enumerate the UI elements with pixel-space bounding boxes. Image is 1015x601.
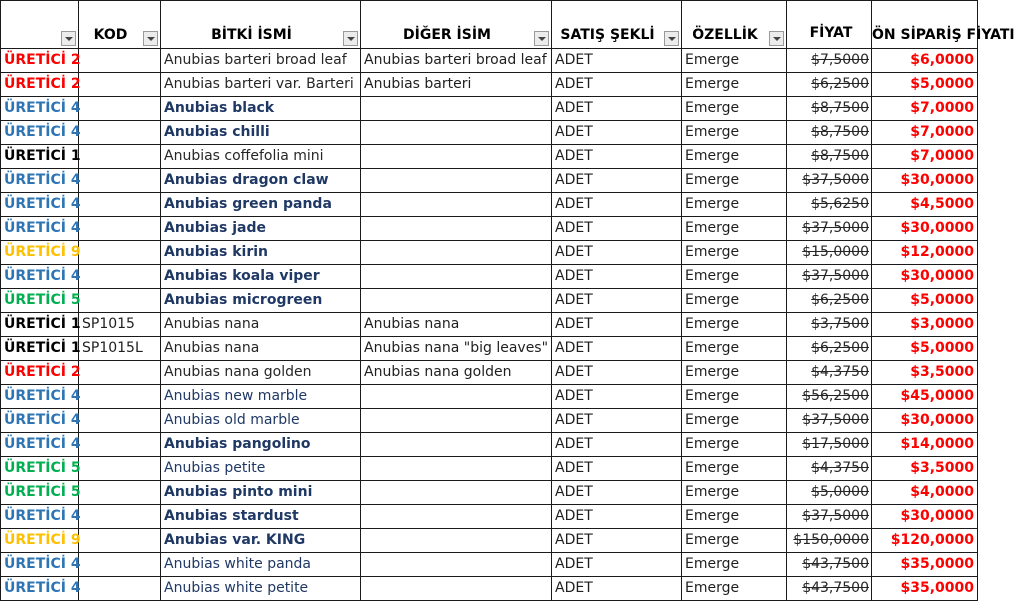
other-name-cell[interactable]: Anubias nana golden [361,361,552,385]
sale-type-cell[interactable]: ADET [552,121,682,145]
producer-cell[interactable]: ÜRETİCİ 2 [1,49,79,73]
sale-type-cell[interactable]: ADET [552,457,682,481]
feature-cell[interactable]: Emerge [682,529,787,553]
code-cell[interactable] [79,505,161,529]
table-row [1,193,978,217]
table-row [1,505,978,529]
other-name-cell[interactable]: Anubias nana "big leaves" [361,337,552,361]
preorder-price-cell[interactable]: $35,0000 [872,577,978,601]
producer-cell[interactable]: ÜRETİCİ 2 [1,361,79,385]
sale-type-cell[interactable]: ADET [552,265,682,289]
preorder-price-cell[interactable]: $3,5000 [872,361,978,385]
code-cell[interactable] [79,577,161,601]
feature-cell[interactable]: Emerge [682,49,787,73]
feature-cell[interactable]: Emerge [682,241,787,265]
plant-name-cell[interactable]: Anubias stardust [161,505,361,529]
preorder-price-cell[interactable]: $120,0000 [872,529,978,553]
producer-cell[interactable]: ÜRETİCİ 4 [1,433,79,457]
sale-type-cell[interactable]: ADET [552,241,682,265]
preorder-price-cell[interactable]: $45,0000 [872,385,978,409]
table-body [1,49,978,601]
feature-cell[interactable]: Emerge [682,505,787,529]
producer-cell[interactable]: ÜRETİCİ 1 [1,145,79,169]
filter-dropdown-icon[interactable] [343,31,358,46]
table-row [1,49,978,73]
feature-cell[interactable]: Emerge [682,265,787,289]
plant-name-cell[interactable]: Anubias dragon claw [161,169,361,193]
price-cell[interactable]: $150,0000 [787,529,872,553]
plant-name-cell[interactable]: Anubias chilli [161,121,361,145]
header-preorder-price-label: ÖN SİPARİŞ FİYATI [872,27,1015,43]
code-cell[interactable]: SP1015L [79,337,161,361]
table-row [1,433,978,457]
producer-cell[interactable]: ÜRETİCİ 4 [1,409,79,433]
code-cell[interactable] [79,481,161,505]
other-name-cell[interactable] [361,481,552,505]
sale-type-cell[interactable]: ADET [552,145,682,169]
plant-name-cell[interactable]: Anubias new marble [161,385,361,409]
sale-type-cell[interactable]: ADET [552,361,682,385]
table-row [1,313,978,337]
plant-name-cell[interactable]: Anubias black [161,97,361,121]
preorder-price-cell[interactable]: $12,0000 [872,241,978,265]
price-cell[interactable]: $8,7500 [787,121,872,145]
price-cell[interactable]: $4,3750 [787,361,872,385]
table-row [1,217,978,241]
price-cell[interactable]: $6,2500 [787,73,872,97]
feature-cell[interactable]: Emerge [682,217,787,241]
sale-type-cell[interactable]: ADET [552,577,682,601]
producer-cell[interactable]: ÜRETİCİ 4 [1,217,79,241]
header-price-label: FİYAT [809,25,853,41]
header-sale-type-label: SATIŞ ŞEKLİ [560,27,655,43]
preorder-price-cell[interactable]: $30,0000 [872,217,978,241]
preorder-price-cell[interactable]: $7,0000 [872,145,978,169]
code-cell[interactable] [79,217,161,241]
sale-type-cell[interactable]: ADET [552,97,682,121]
sale-type-cell[interactable]: ADET [552,289,682,313]
sale-type-cell[interactable]: ADET [552,409,682,433]
producer-cell[interactable]: ÜRETİCİ 4 [1,265,79,289]
feature-cell[interactable]: Emerge [682,337,787,361]
producer-cell[interactable]: ÜRETİCİ 4 [1,577,79,601]
feature-cell[interactable]: Emerge [682,73,787,97]
plant-name-cell[interactable]: Anubias green panda [161,193,361,217]
plant-name-cell[interactable]: Anubias petite [161,457,361,481]
code-cell[interactable] [79,49,161,73]
producer-cell[interactable]: ÜRETİCİ 9 [1,529,79,553]
preorder-price-cell[interactable]: $30,0000 [872,169,978,193]
filter-dropdown-icon[interactable] [61,31,76,46]
price-cell[interactable]: $8,7500 [787,145,872,169]
sale-type-cell[interactable]: ADET [552,385,682,409]
plant-name-cell[interactable]: Anubias koala viper [161,265,361,289]
price-cell[interactable]: $37,5000 [787,505,872,529]
table-row [1,241,978,265]
feature-cell[interactable]: Emerge [682,409,787,433]
other-name-cell[interactable] [361,457,552,481]
feature-cell[interactable]: Emerge [682,385,787,409]
table-row [1,169,978,193]
producer-cell[interactable]: ÜRETİCİ 4 [1,193,79,217]
preorder-price-cell[interactable]: $3,5000 [872,457,978,481]
filter-dropdown-icon[interactable] [143,31,158,46]
feature-cell[interactable]: Emerge [682,577,787,601]
price-cell[interactable]: $56,2500 [787,385,872,409]
other-name-cell[interactable] [361,577,552,601]
code-cell[interactable]: SP1015 [79,313,161,337]
header-plant-name [161,1,361,49]
filter-dropdown-icon[interactable] [664,31,679,46]
code-cell[interactable] [79,241,161,265]
other-name-cell[interactable] [361,121,552,145]
preorder-price-cell[interactable]: $30,0000 [872,409,978,433]
price-cell[interactable]: $6,2500 [787,337,872,361]
feature-cell[interactable]: Emerge [682,97,787,121]
other-name-cell[interactable]: Anubias barteri broad leaf [361,49,552,73]
plant-name-cell[interactable]: Anubias nana golden [161,361,361,385]
price-cell[interactable]: $15,0000 [787,241,872,265]
producer-cell[interactable]: ÜRETİCİ 5 [1,457,79,481]
table-row [1,577,978,601]
preorder-price-cell[interactable]: $5,0000 [872,289,978,313]
preorder-price-cell[interactable]: $14,0000 [872,433,978,457]
preorder-price-cell[interactable]: $7,0000 [872,121,978,145]
header-feature [682,1,787,49]
plant-name-cell[interactable]: Anubias jade [161,217,361,241]
plant-name-cell[interactable]: Anubias barteri broad leaf [161,49,361,73]
other-name-cell[interactable]: Anubias nana [361,313,552,337]
plant-name-cell[interactable]: Anubias coffefolia mini [161,145,361,169]
producer-cell[interactable]: ÜRETİCİ 4 [1,385,79,409]
header-other-name-label: DİĞER İSİM [403,27,491,43]
other-name-cell[interactable] [361,169,552,193]
header-feature-label: ÖZELLİK [692,27,758,43]
sale-type-cell[interactable]: ADET [552,481,682,505]
code-cell[interactable] [79,121,161,145]
table-row [1,385,978,409]
feature-cell[interactable]: Emerge [682,121,787,145]
other-name-cell[interactable] [361,529,552,553]
header-producer [1,1,79,49]
preorder-price-cell[interactable]: $4,0000 [872,481,978,505]
plant-name-cell[interactable]: Anubias nana [161,313,361,337]
table-row [1,121,978,145]
sale-type-cell[interactable]: ADET [552,433,682,457]
other-name-cell[interactable] [361,145,552,169]
sale-type-cell[interactable]: ADET [552,337,682,361]
producer-cell[interactable]: ÜRETİCİ 2 [1,73,79,97]
feature-cell[interactable]: Emerge [682,361,787,385]
code-cell[interactable] [79,265,161,289]
other-name-cell[interactable] [361,217,552,241]
plant-name-cell[interactable]: Anubias pinto mini [161,481,361,505]
sale-type-cell[interactable]: ADET [552,49,682,73]
sale-type-cell[interactable]: ADET [552,73,682,97]
price-cell[interactable]: $43,7500 [787,577,872,601]
table-row [1,481,978,505]
other-name-cell[interactable] [361,265,552,289]
sale-type-cell[interactable]: ADET [552,553,682,577]
code-cell[interactable] [79,145,161,169]
preorder-price-cell[interactable]: $5,0000 [872,73,978,97]
plant-name-cell[interactable]: Anubias pangolino [161,433,361,457]
table-row [1,553,978,577]
code-cell[interactable] [79,457,161,481]
producer-cell[interactable]: ÜRETİCİ 4 [1,169,79,193]
feature-cell[interactable]: Emerge [682,457,787,481]
feature-cell[interactable]: Emerge [682,169,787,193]
other-name-cell[interactable]: Anubias barteri [361,73,552,97]
producer-cell[interactable]: ÜRETİCİ 5 [1,289,79,313]
feature-cell[interactable]: Emerge [682,289,787,313]
other-name-cell[interactable] [361,241,552,265]
code-cell[interactable] [79,289,161,313]
table-row [1,409,978,433]
other-name-cell[interactable] [361,97,552,121]
code-cell[interactable] [79,433,161,457]
table-row [1,361,978,385]
header-row [1,1,978,49]
header-preorder-price [872,1,1015,49]
sale-type-cell[interactable]: ADET [552,505,682,529]
other-name-cell[interactable] [361,553,552,577]
other-name-cell[interactable] [361,433,552,457]
price-cell[interactable]: $37,5000 [787,409,872,433]
code-cell[interactable] [79,361,161,385]
table-row [1,337,978,361]
price-cell[interactable]: $8,7500 [787,97,872,121]
preorder-price-cell[interactable]: $30,0000 [872,505,978,529]
price-cell[interactable]: $37,5000 [787,169,872,193]
code-cell[interactable] [79,529,161,553]
producer-cell[interactable]: ÜRETİCİ 4 [1,505,79,529]
table-row [1,265,978,289]
other-name-cell[interactable] [361,385,552,409]
plant-name-cell[interactable]: Anubias microgreen [161,289,361,313]
code-cell[interactable] [79,409,161,433]
header-code [79,1,161,49]
other-name-cell[interactable] [361,193,552,217]
preorder-price-cell[interactable]: $5,0000 [872,337,978,361]
plant-name-cell[interactable]: Anubias white panda [161,553,361,577]
code-cell[interactable] [79,169,161,193]
feature-cell[interactable]: Emerge [682,481,787,505]
price-cell[interactable]: $4,3750 [787,457,872,481]
price-cell[interactable]: $5,6250 [787,193,872,217]
header-plant-name-label: BİTKİ İSMİ [211,27,292,43]
plant-name-cell[interactable]: Anubias kirin [161,241,361,265]
producer-cell[interactable]: ÜRETİCİ 4 [1,97,79,121]
producer-cell[interactable]: ÜRETİCİ 5 [1,481,79,505]
code-cell[interactable] [79,97,161,121]
price-cell[interactable]: $37,5000 [787,265,872,289]
feature-cell[interactable]: Emerge [682,193,787,217]
producer-cell[interactable]: ÜRETİCİ 4 [1,121,79,145]
table-row [1,145,978,169]
code-cell[interactable] [79,193,161,217]
feature-cell[interactable]: Emerge [682,553,787,577]
header-code-label: KOD [93,27,128,43]
plant-name-cell[interactable]: Anubias old marble [161,409,361,433]
code-cell[interactable] [79,73,161,97]
preorder-price-cell[interactable]: $4,5000 [872,193,978,217]
producer-cell[interactable]: ÜRETİCİ 1 [1,313,79,337]
header-price [787,1,872,49]
other-name-cell[interactable] [361,505,552,529]
price-cell[interactable]: $7,5000 [787,49,872,73]
producer-cell[interactable]: ÜRETİCİ 4 [1,553,79,577]
price-cell[interactable]: $5,0000 [787,481,872,505]
filter-dropdown-icon[interactable] [534,31,549,46]
price-cell[interactable]: $3,7500 [787,313,872,337]
feature-cell[interactable]: Emerge [682,145,787,169]
feature-cell[interactable]: Emerge [682,313,787,337]
code-cell[interactable] [79,385,161,409]
preorder-price-cell[interactable]: $30,0000 [872,265,978,289]
sale-type-cell[interactable]: ADET [552,217,682,241]
price-cell[interactable]: $17,5000 [787,433,872,457]
other-name-cell[interactable] [361,409,552,433]
other-name-cell[interactable] [361,289,552,313]
price-cell[interactable]: $43,7500 [787,553,872,577]
price-cell[interactable]: $37,5000 [787,217,872,241]
filter-dropdown-icon[interactable] [769,31,784,46]
plant-name-cell[interactable]: Anubias nana [161,337,361,361]
plant-name-cell[interactable]: Anubias barteri var. Barteri [161,73,361,97]
price-cell[interactable]: $6,2500 [787,289,872,313]
preorder-price-cell[interactable]: $3,0000 [872,313,978,337]
code-cell[interactable] [79,553,161,577]
table-row [1,457,978,481]
table-row [1,73,978,97]
sale-type-cell[interactable]: ADET [552,169,682,193]
preorder-price-cell[interactable]: $35,0000 [872,553,978,577]
preorder-price-cell[interactable]: $6,0000 [872,49,978,73]
header-sale-type [552,1,682,49]
preorder-price-cell[interactable]: $7,0000 [872,97,978,121]
sale-type-cell[interactable]: ADET [552,529,682,553]
sale-type-cell[interactable]: ADET [552,193,682,217]
table-row [1,529,978,553]
feature-cell[interactable]: Emerge [682,433,787,457]
table-row [1,97,978,121]
producer-cell[interactable]: ÜRETİCİ 1 [1,337,79,361]
producer-cell[interactable]: ÜRETİCİ 9 [1,241,79,265]
plant-name-cell[interactable]: Anubias white petite [161,577,361,601]
header-other-name [361,1,552,49]
table-row [1,289,978,313]
plant-name-cell[interactable]: Anubias var. KING [161,529,361,553]
sale-type-cell[interactable]: ADET [552,313,682,337]
